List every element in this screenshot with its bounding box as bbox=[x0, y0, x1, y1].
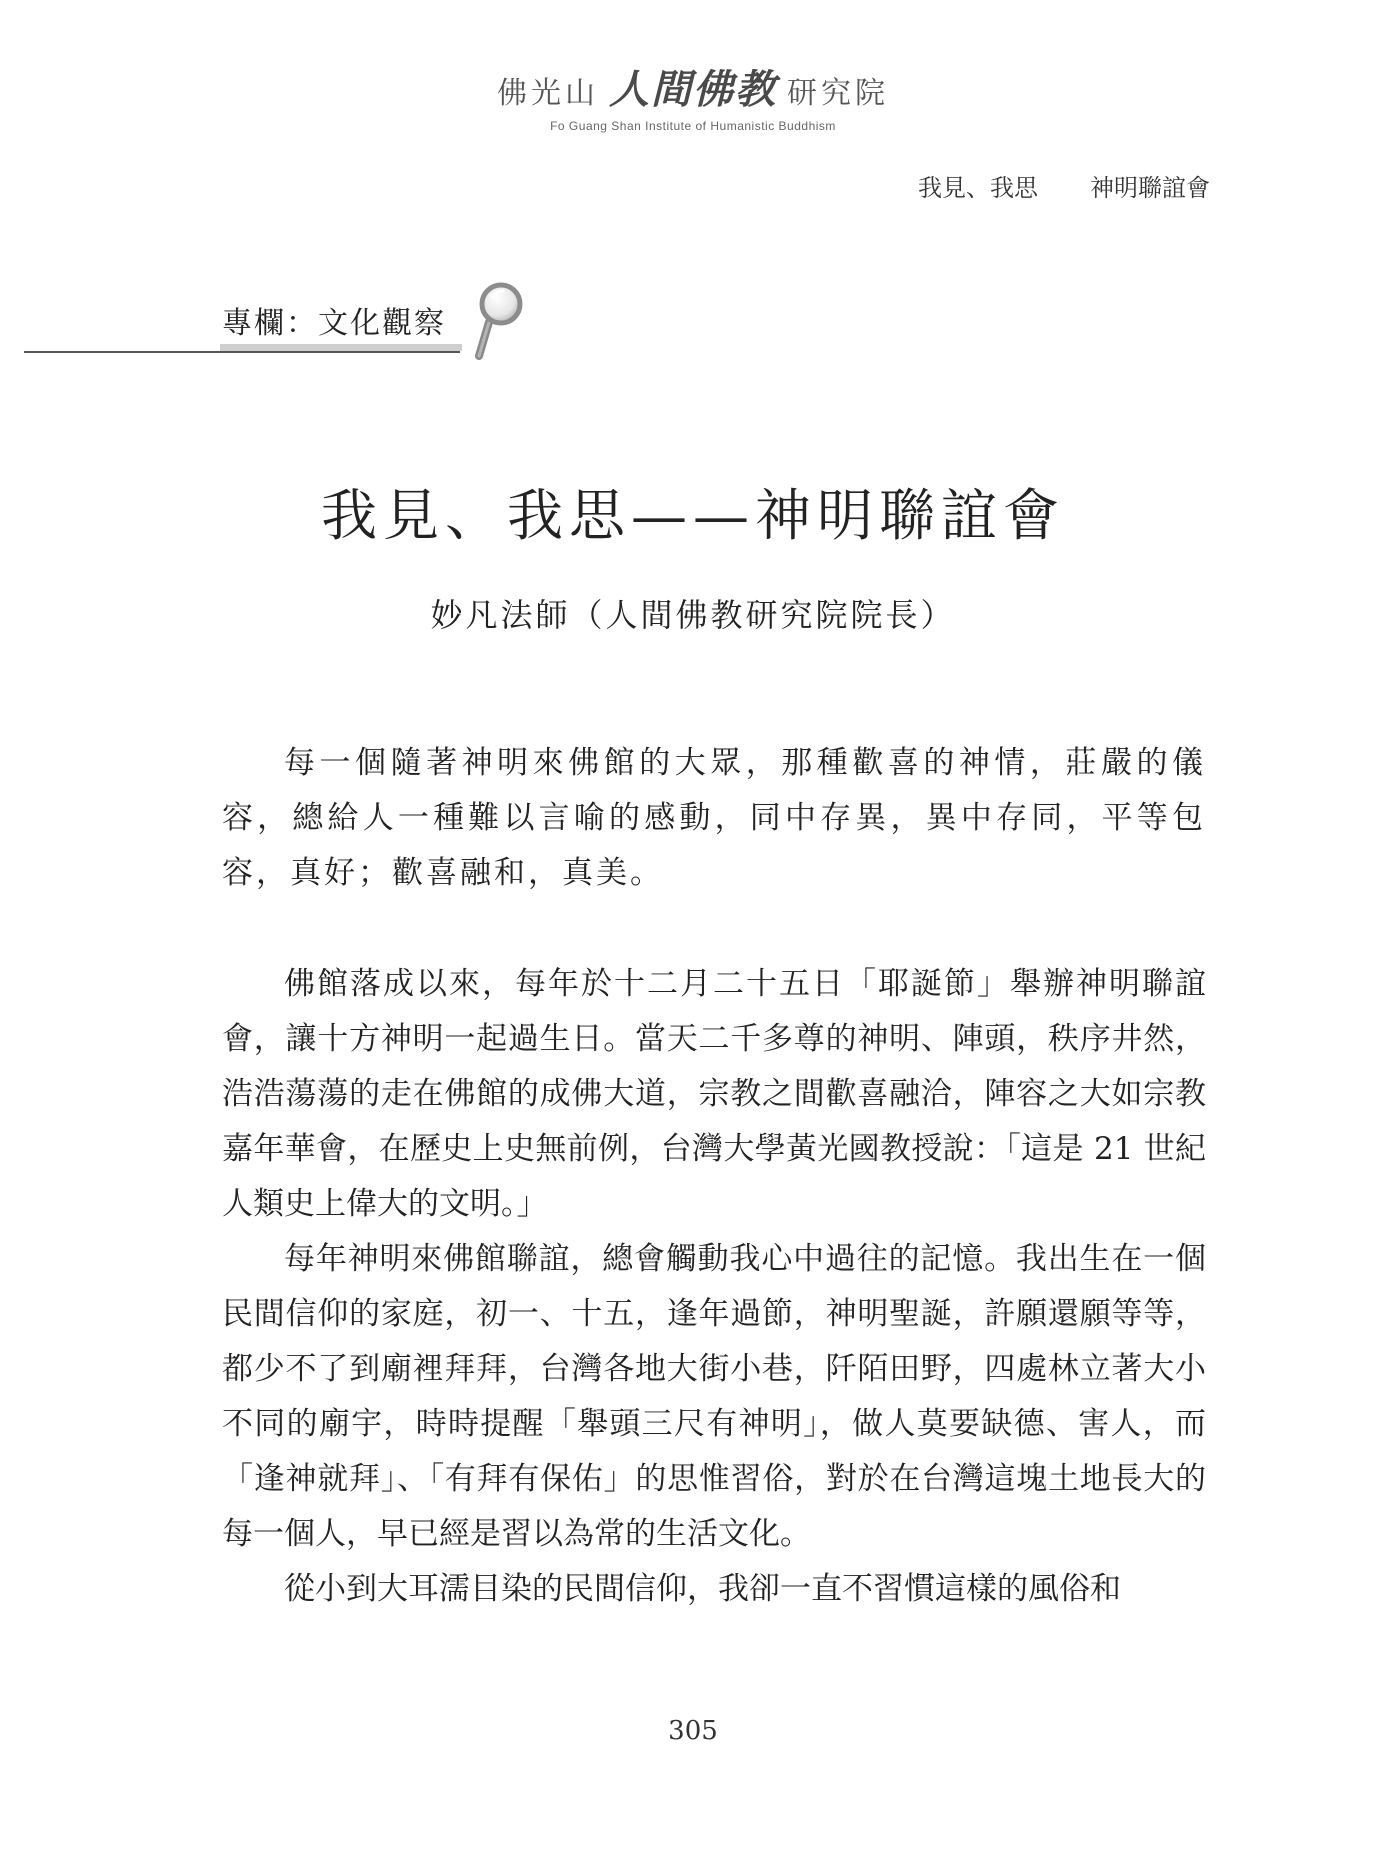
magnifying-glass-icon bbox=[470, 280, 526, 360]
article-author: 妙凡法師（人間佛教研究院院長） bbox=[430, 596, 956, 634]
article-body bbox=[222, 736, 1206, 1617]
page-number: 305 bbox=[668, 1716, 718, 1746]
body-paragraph-2: 每年神明來佛館聯誼，總會觸動我心中過往的記憶。我出生在一個民間信仰的家庭，初一、十五，逢年過節，神明聖誕，許願還願等等，都少不了到廟裡拜拜，台灣各地大街小巷，阡陌田野，四處林立著大小不同的廟宇，時時提醒「舉頭三尺有神明」，做人莫要缺德、害人，而「逢神就拜」、「有拜有保佑」的思惟習俗，對於在台灣這塊土地長大的每一個人，早已經是習以為常的生活文化。 bbox=[222, 1241, 1206, 1552]
running-head-part2: 神明聯誼會 bbox=[1090, 174, 1210, 202]
lead-paragraph: 每一個隨著神明來佛館的大眾，那種歡喜的神情，莊嚴的儀容，總給人一種難以言喻的感動，同中存異，異中存同，平等包容，真好；歡喜融和，真美。 bbox=[222, 745, 1206, 891]
running-head-part1: 我見、我思 bbox=[918, 174, 1038, 202]
body-paragraph-3: 從小到大耳濡目染的民間信仰，我卻一直不習慣這樣的風俗和 bbox=[284, 1571, 1121, 1607]
masthead-logo: 人間佛教 bbox=[609, 66, 777, 113]
masthead bbox=[0, 58, 1386, 133]
column-tag-underline-shade bbox=[220, 344, 462, 351]
column-tag-rule bbox=[24, 351, 460, 353]
column-tag: 專欄：文化觀察 bbox=[222, 306, 446, 341]
body-paragraph-1: 佛館落成以來，每年於十二月二十五日「耶誕節」舉辦神明聯誼會，讓十方神明一起過生日。當天二千多尊的神明、陣頭，秩序井然，浩浩蕩蕩的走在佛館的成佛大道，宗教之間歡喜融洽，陣容之大如宗教嘉年華會，在歷史上史無前例，台灣大學黃光國教授說：「這是 21 世紀人類史上偉大的文明。」 bbox=[222, 966, 1206, 1222]
masthead-org-prefix: 佛光山 bbox=[497, 76, 599, 111]
running-head bbox=[918, 168, 1210, 203]
masthead-org-suffix: 研究院 bbox=[787, 76, 889, 111]
lead-section bbox=[222, 736, 1206, 901]
section-spacer bbox=[222, 901, 1206, 957]
masthead-english-name: Fo Guang Shan Institute of Humanistic Buddhism bbox=[550, 119, 836, 133]
masthead-title bbox=[0, 58, 1386, 115]
article-title: 我見、我思——神明聯誼會 bbox=[321, 484, 1065, 549]
